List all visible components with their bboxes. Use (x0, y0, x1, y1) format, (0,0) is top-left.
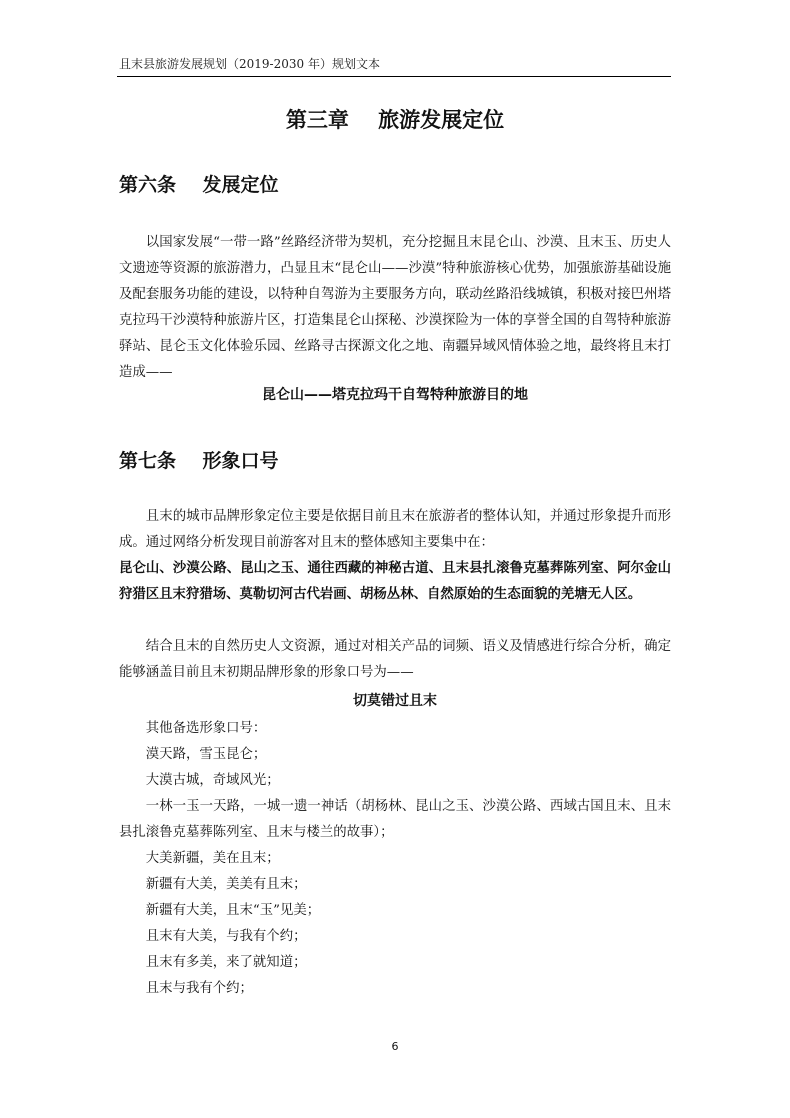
running-header: 且末县旅游发展规划（2019-2030 年）规划文本 (119, 57, 380, 71)
list-item: 且末与我有个约； (145, 981, 253, 996)
slogan-intro-paragraph: 且末的城市品牌形象定位主要是依据目前且末在旅游者的整体认知，并通过形象提升而形成。通过网络分析发现目前游客对且末的整体感知主要集中在： (119, 509, 671, 550)
positioning-paragraph: 以国家发展“一带一路”丝路经济带为契机，充分挖掘且末昆仑山、沙漠、且末玉、历史人文遗迹等资源的旅游潜力，凸显且末“昆仑山——沙漠”特种旅游核心优势，加强旅游基础设施及配套服务功能的建设，以特种自驾游为主要服务方向，联动丝路沿线城镇，积极对接巴州塔克拉玛干沙漠特种旅游片区，打造集昆仑山探秘、沙漠探险为一体的享誉全国的自驾特种旅游驿站、昆仑玉文化体验乐园、丝路寻古探源文化之地、南疆异域风情体验之地，最终将且末打造成—— (119, 235, 671, 380)
section-title-positioning: 第六条 发展定位 (119, 174, 279, 196)
chapter-title: 第三章 旅游发展定位 (285, 108, 505, 132)
page-number: 6 (391, 1040, 399, 1053)
list-item: 一林一玉一天路，一城一遗一神话（胡杨林、昆山之玉、沙漠公路、西域古国且末、且末县扎滚鲁克墓葬陈列室、且末与楼兰的故事）； (119, 799, 671, 840)
slogan-analysis-paragraph: 结合且末的自然历史人文资源，通过对相关产品的词频、语义及情感进行综合分析，确定能够涵盖目前且末初期品牌形象的形象口号为—— (119, 639, 671, 680)
list-item: 漠天路，雪玉昆仑； (145, 747, 267, 762)
list-item: 大美新疆，美在且末； (145, 851, 280, 866)
destination-positioning: 昆仑山——塔克拉玛干自驾特种旅游目的地 (262, 387, 528, 403)
list-item: 新疆有大美，且末“玉”见美； (145, 903, 321, 918)
list-item: 新疆有大美，美美有且末； (145, 877, 307, 892)
list-item: 其他备选形象口号： (145, 721, 267, 736)
list-item: 且末有大美，与我有个约； (145, 929, 307, 944)
list-item: 大漠古城，奇域风光； (145, 773, 280, 788)
tourist-perception-list: 昆仑山、沙漠公路、昆山之玉、通往西藏的神秘古道、且末县扎滚鲁克墓葬陈列室、阿尔金山狩猎区且末狩猎场、莫勒切河古代岩画、胡杨丛林、自然原始的生态面貌的羌塘无人区。 (119, 561, 671, 602)
list-item: 且末有多美，来了就知道； (145, 955, 307, 970)
alternative-slogans (119, 716, 671, 1002)
header-divider (117, 76, 671, 77)
section-title-slogan: 第七条 形象口号 (119, 450, 279, 472)
main-slogan: 切莫错过且末 (353, 693, 437, 709)
